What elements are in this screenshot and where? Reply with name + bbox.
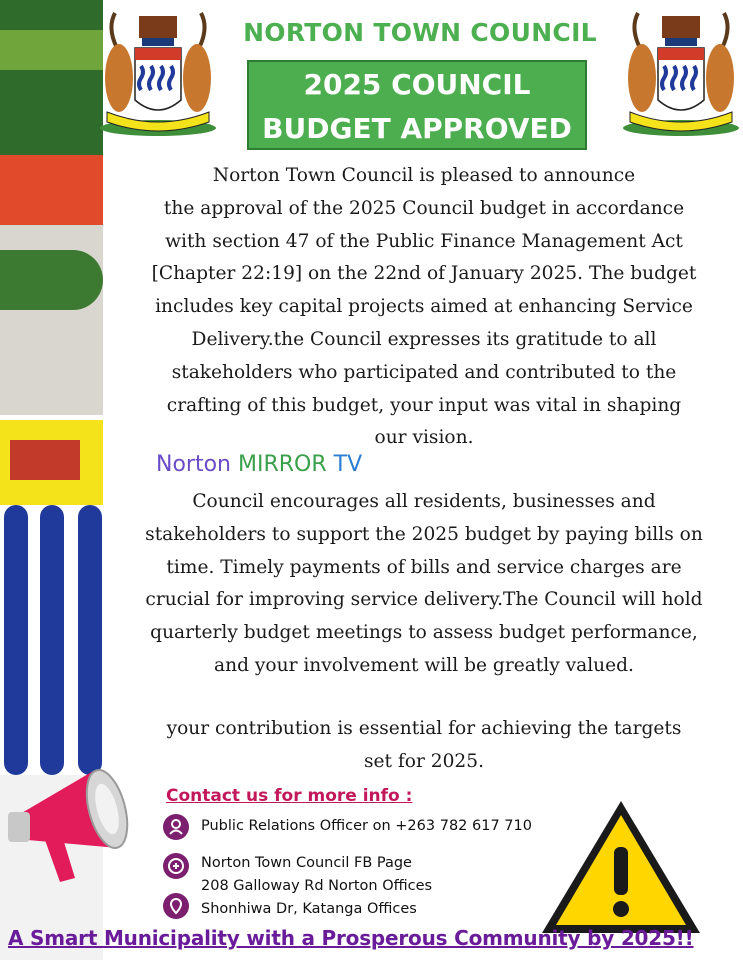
banner-line-1: 2025 COUNCIL xyxy=(303,68,531,101)
encouragement-line: quarterly budget meetings to assess budget performance, xyxy=(150,622,698,644)
encouragement-line: and your involvement will be greatly valued. xyxy=(214,654,634,676)
encouragement-line: crucial for improving service delivery.The Council will hold xyxy=(145,589,703,611)
budget-banner xyxy=(247,60,587,150)
encouragement-line: stakeholders to support the 2025 budget by paying bills on xyxy=(145,523,703,545)
council-name: NORTON TOWN COUNCIL xyxy=(243,18,597,47)
strip-band-crest-red xyxy=(10,440,80,480)
announcement-line: with section 47 of the Public Finance Management Act xyxy=(165,230,683,252)
strip-wave xyxy=(40,505,64,775)
closing-line: set for 2025. xyxy=(363,750,485,772)
strip-band-shade xyxy=(0,250,103,310)
contact-katanga-office: Shonhiwa Dr, Katanga Offices xyxy=(201,901,417,917)
norton-mirror-tv-watermark xyxy=(156,452,362,477)
announcement-paragraph xyxy=(108,160,740,455)
watermark-part: Norton xyxy=(156,452,231,477)
watermark-part: MIRROR xyxy=(238,452,327,477)
strip-band-lightgreen xyxy=(0,30,103,70)
announcement-line: the approval of the 2025 Council budget in accordance xyxy=(163,197,685,219)
encouragement-paragraph xyxy=(108,486,740,683)
megaphone-icon xyxy=(0,752,150,892)
encouragement-line: time. Timely payments of bills and service charges are xyxy=(166,556,682,578)
strip-wave xyxy=(78,505,102,775)
encouragement-line: Council encourages all residents, businesses and xyxy=(192,491,656,512)
announcement-line: stakeholders who participated and contributed to the xyxy=(171,361,677,383)
coat-of-arms-left xyxy=(97,8,219,138)
watermark-part: TV xyxy=(333,452,363,477)
banner-line-2: BUDGET APPROVED xyxy=(262,112,572,145)
announcement-line: includes key capital projects aimed at enhancing Service xyxy=(155,296,693,318)
closing-line: your contribution is essential for achieving the targets xyxy=(166,718,682,739)
announcement-line: Norton Town Council is pleased to announce xyxy=(212,165,636,186)
facebook-page-icon xyxy=(163,853,189,879)
contact-galloway-office: 208 Galloway Rd Norton Offices xyxy=(201,878,433,894)
closing-paragraph xyxy=(108,713,740,779)
announcement-line: Delivery.the Council expresses its gratitude to all xyxy=(191,328,657,350)
strip-band-red xyxy=(0,155,103,230)
warning-icon xyxy=(536,795,706,940)
strip-wave xyxy=(4,505,28,775)
contact-pro-phone: Public Relations Officer on +263 782 617 710 xyxy=(201,818,532,834)
announcement-line: our vision. xyxy=(374,427,474,449)
strip-band-white xyxy=(0,505,103,775)
footer-slogan: A Smart Municipality with a Prosperous Community by 2025!! xyxy=(8,926,694,950)
announcement-line: [Chapter 22:19] on the 22nd of January 2025. The budget xyxy=(151,263,697,285)
person-icon xyxy=(163,814,189,840)
location-icon xyxy=(163,893,189,919)
contact-fb-page: Norton Town Council FB Page xyxy=(201,855,412,871)
announcement-line: crafting of this budget, your input was vital in shaping xyxy=(166,394,682,416)
contact-heading: Contact us for more info : xyxy=(166,786,413,806)
coat-of-arms-right xyxy=(620,8,742,138)
strip-band-green xyxy=(0,0,103,160)
